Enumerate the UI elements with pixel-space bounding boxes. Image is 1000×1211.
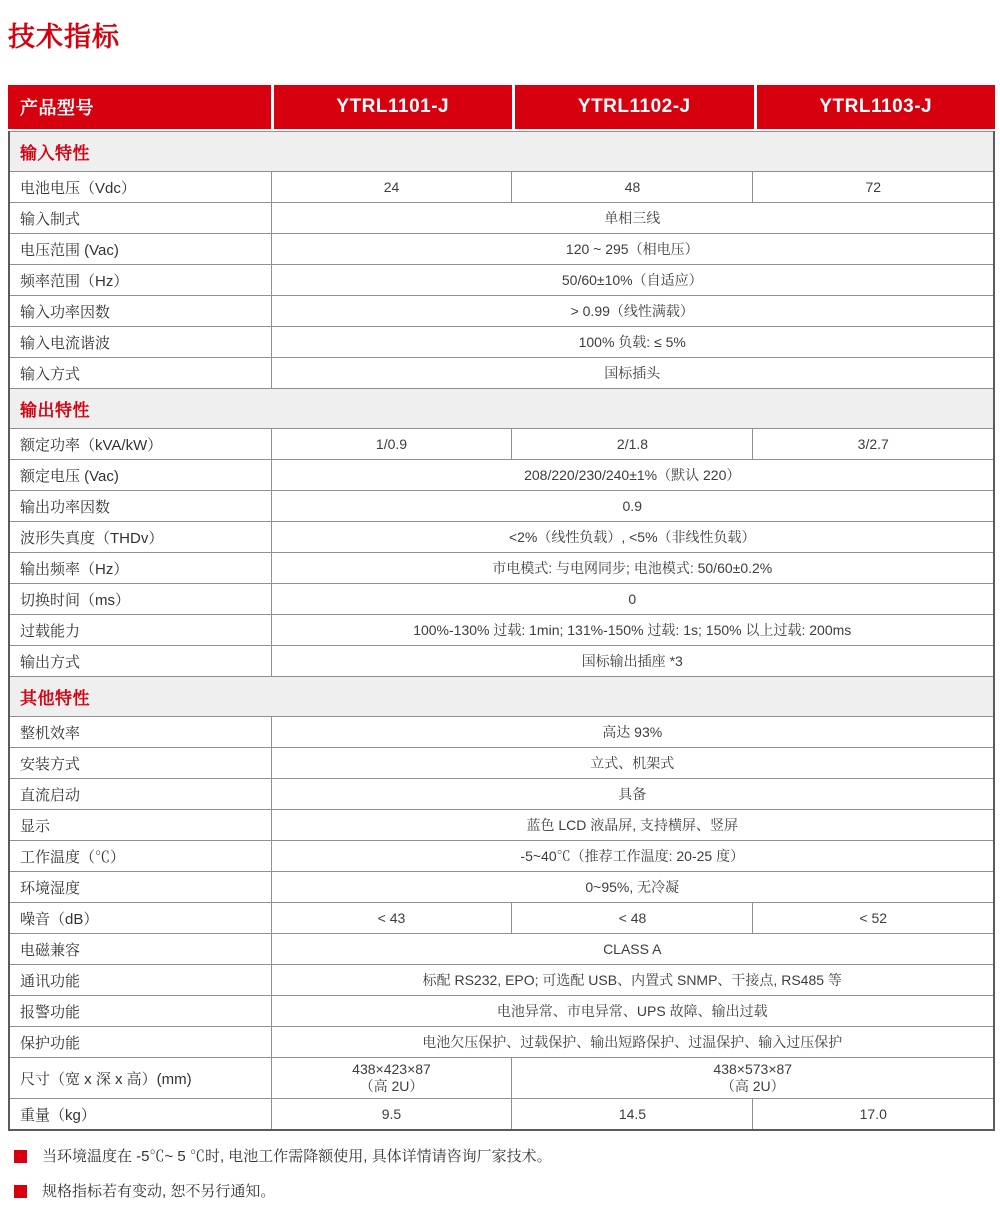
spec-value-cell: 50/60±10%（自适应） bbox=[271, 265, 994, 296]
spec-value-cell: 0 bbox=[271, 584, 994, 615]
spec-value-cell: 24 bbox=[271, 172, 512, 203]
note-item bbox=[14, 1147, 1000, 1167]
spec-value-line: （高 2U） bbox=[720, 1078, 785, 1094]
spec-row-label: 电池电压（Vdc） bbox=[9, 172, 271, 203]
spec-row-label: 电磁兼容 bbox=[9, 934, 271, 965]
footnotes bbox=[8, 1147, 1000, 1202]
spec-value-cell: 单相三线 bbox=[271, 203, 994, 234]
spec-row-label: 波形失真度（THDv） bbox=[9, 522, 271, 553]
spec-row-label: 输出功率因数 bbox=[9, 491, 271, 522]
spec-row-label: 整机效率 bbox=[9, 717, 271, 748]
spec-row bbox=[9, 491, 994, 522]
spec-row bbox=[9, 522, 994, 553]
spec-row bbox=[9, 717, 994, 748]
spec-value-cell: 电池欠压保护、过载保护、输出短路保护、过温保护、输入过压保护 bbox=[271, 1027, 994, 1058]
section-title: 其他特性 bbox=[9, 677, 994, 717]
spec-value-cell: 72 bbox=[753, 172, 994, 203]
spec-table-body bbox=[9, 132, 994, 1131]
spec-row bbox=[9, 841, 994, 872]
note-text: 规格指标若有变动, 恕不另行通知。 bbox=[42, 1183, 276, 1200]
spec-value-cell: 0.9 bbox=[271, 491, 994, 522]
spec-row bbox=[9, 584, 994, 615]
spec-row-label: 保护功能 bbox=[9, 1027, 271, 1058]
spec-row bbox=[9, 1058, 994, 1099]
spec-value-cell: 1/0.9 bbox=[271, 429, 512, 460]
red-square-bullet-icon bbox=[14, 1150, 27, 1163]
spec-row-label: 通讯功能 bbox=[9, 965, 271, 996]
spec-row-label: 频率范围（Hz） bbox=[9, 265, 271, 296]
spec-value-cell: 国标输出插座 *3 bbox=[271, 646, 994, 677]
spec-value-cell bbox=[512, 1058, 994, 1099]
spec-row bbox=[9, 203, 994, 234]
spec-value-cell: 17.0 bbox=[753, 1099, 994, 1131]
spec-row bbox=[9, 965, 994, 996]
spec-value-cell: 100%-130% 过载: 1min; 131%-150% 过载: 1s; 150% 以上过载: 200ms bbox=[271, 615, 994, 646]
spec-value-cell bbox=[271, 1058, 512, 1099]
spec-value-cell: 9.5 bbox=[271, 1099, 512, 1131]
spec-row-label: 额定电压 (Vac) bbox=[9, 460, 271, 491]
spec-row-label: 报警功能 bbox=[9, 996, 271, 1027]
spec-row bbox=[9, 748, 994, 779]
spec-row bbox=[9, 1099, 994, 1131]
spec-row bbox=[9, 265, 994, 296]
spec-row-label: 输入制式 bbox=[9, 203, 271, 234]
spec-row bbox=[9, 615, 994, 646]
spec-row-label: 过载能力 bbox=[9, 615, 271, 646]
spec-row-label: 切换时间（ms） bbox=[9, 584, 271, 615]
spec-table-grid bbox=[8, 131, 995, 1131]
header-product-model: 产品型号 bbox=[8, 85, 271, 129]
spec-row-label: 显示 bbox=[9, 810, 271, 841]
spec-row bbox=[9, 934, 994, 965]
spec-table bbox=[8, 85, 995, 1131]
spec-row bbox=[9, 172, 994, 203]
spec-value-line: 438×573×87 bbox=[713, 1061, 793, 1077]
spec-value-cell: <2%（线性负载）, <5%（非线性负载） bbox=[271, 522, 994, 553]
spec-row bbox=[9, 358, 994, 389]
spec-value-cell: < 48 bbox=[512, 903, 753, 934]
header-model-1: YTRL1101-J bbox=[271, 85, 512, 129]
spec-row bbox=[9, 553, 994, 584]
section-header-row bbox=[9, 677, 994, 717]
section-header-row bbox=[9, 132, 994, 172]
spec-value-cell: > 0.99（线性满载） bbox=[271, 296, 994, 327]
spec-value-cell: CLASS A bbox=[271, 934, 994, 965]
spec-value-cell: 2/1.8 bbox=[512, 429, 753, 460]
spec-value-cell: 高达 93% bbox=[271, 717, 994, 748]
spec-value-cell: 电池异常、市电异常、UPS 故障、输出过载 bbox=[271, 996, 994, 1027]
spec-value-cell: 3/2.7 bbox=[753, 429, 994, 460]
spec-row bbox=[9, 646, 994, 677]
note-text: 当环境温度在 -5℃~ 5 ℃时, 电池工作需降额使用, 具体详情请咨询厂家技术。 bbox=[42, 1148, 552, 1165]
spec-row-label: 尺寸（宽 x 深 x 高）(mm) bbox=[9, 1058, 271, 1099]
spec-row-label: 电压范围 (Vac) bbox=[9, 234, 271, 265]
table-header-row bbox=[8, 85, 995, 129]
spec-row bbox=[9, 429, 994, 460]
spec-row-label: 输入电流谐波 bbox=[9, 327, 271, 358]
spec-value-cell: 100% 负载: ≤ 5% bbox=[271, 327, 994, 358]
spec-row bbox=[9, 872, 994, 903]
section-title: 输入特性 bbox=[9, 132, 994, 172]
header-model-3: YTRL1103-J bbox=[754, 85, 995, 129]
spec-row-label: 安装方式 bbox=[9, 748, 271, 779]
spec-value-cell: 0~95%, 无冷凝 bbox=[271, 872, 994, 903]
spec-value-cell: 48 bbox=[512, 172, 753, 203]
spec-row-label: 噪音（dB） bbox=[9, 903, 271, 934]
spec-row bbox=[9, 296, 994, 327]
spec-row-label: 输出频率（Hz） bbox=[9, 553, 271, 584]
page-title: 技术指标 bbox=[8, 22, 120, 52]
header-model-2: YTRL1102-J bbox=[512, 85, 753, 129]
spec-value-line: 438×423×87 bbox=[352, 1061, 431, 1077]
spec-row-label: 工作温度（℃） bbox=[9, 841, 271, 872]
spec-value-cell: 14.5 bbox=[512, 1099, 753, 1131]
spec-row bbox=[9, 810, 994, 841]
spec-value-cell: < 52 bbox=[753, 903, 994, 934]
spec-row bbox=[9, 779, 994, 810]
spec-value-cell: 具备 bbox=[271, 779, 994, 810]
spec-row bbox=[9, 1027, 994, 1058]
spec-row-label: 重量（kg） bbox=[9, 1099, 271, 1131]
spec-value-cell: 120 ~ 295（相电压） bbox=[271, 234, 994, 265]
spec-row bbox=[9, 234, 994, 265]
spec-value-cell: 标配 RS232, EPO; 可选配 USB、内置式 SNMP、干接点, RS485 等 bbox=[271, 965, 994, 996]
spec-value-cell: 立式、机架式 bbox=[271, 748, 994, 779]
note-item bbox=[14, 1182, 1000, 1202]
spec-value-cell: -5~40℃（推荐工作温度: 20-25 度） bbox=[271, 841, 994, 872]
red-square-bullet-icon bbox=[14, 1185, 27, 1198]
spec-row-label: 额定功率（kVA/kW） bbox=[9, 429, 271, 460]
section-header-row bbox=[9, 389, 994, 429]
spec-value-line: （高 2U） bbox=[359, 1078, 424, 1094]
spec-value-cell: < 43 bbox=[271, 903, 512, 934]
spec-row bbox=[9, 327, 994, 358]
spec-value-cell: 208/220/230/240±1%（默认 220） bbox=[271, 460, 994, 491]
spec-row bbox=[9, 903, 994, 934]
spec-row-label: 直流启动 bbox=[9, 779, 271, 810]
spec-value-cell: 国标插头 bbox=[271, 358, 994, 389]
section-title: 输出特性 bbox=[9, 389, 994, 429]
spec-value-cell: 蓝色 LCD 液晶屏, 支持横屏、竖屏 bbox=[271, 810, 994, 841]
spec-row bbox=[9, 460, 994, 491]
spec-row-label: 输出方式 bbox=[9, 646, 271, 677]
spec-value-cell: 市电模式: 与电网同步; 电池模式: 50/60±0.2% bbox=[271, 553, 994, 584]
spec-row-label: 环境湿度 bbox=[9, 872, 271, 903]
spec-row-label: 输入方式 bbox=[9, 358, 271, 389]
spec-row-label: 输入功率因数 bbox=[9, 296, 271, 327]
spec-row bbox=[9, 996, 994, 1027]
